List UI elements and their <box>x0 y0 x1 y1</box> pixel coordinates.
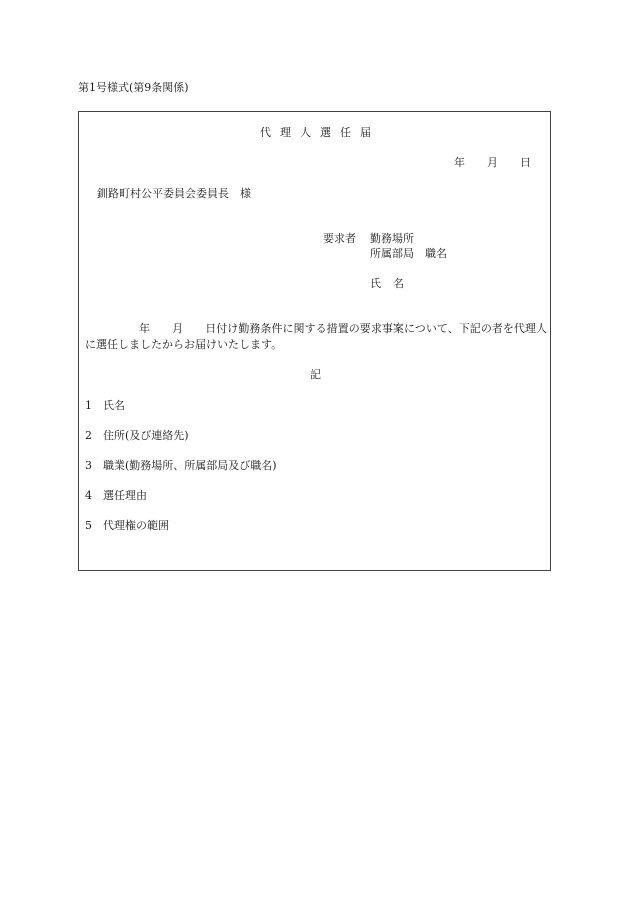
item-number: 4 <box>85 489 92 502</box>
list-item <box>85 489 147 503</box>
requester-department-title: 所属部局 職名 <box>370 247 447 260</box>
document-title: 代理人選任届 <box>260 126 380 139</box>
requester-workplace: 勤務場所 <box>370 232 414 245</box>
body-year-label: 年 <box>139 322 151 335</box>
list-item <box>85 459 277 473</box>
requester-name: 氏名 <box>370 277 416 290</box>
item-text: 住所(及び連絡先) <box>103 429 189 442</box>
item-text: 選任理由 <box>103 489 147 502</box>
date-month-label: 月 <box>487 156 498 169</box>
item-text: 代理権の範囲 <box>103 519 169 532</box>
body-paragraph <box>85 321 547 353</box>
requester-label: 要求者 <box>323 232 356 245</box>
item-number: 3 <box>85 459 92 472</box>
ki-heading: 記 <box>310 368 321 381</box>
item-text: 職業(勤務場所、所属部局及び職名) <box>103 459 277 472</box>
body-text: 日付け勤務条件に関する措置の要求事案について、下記の者を代理人に選任しましたからお届けいたします。 <box>85 322 548 351</box>
item-number: 5 <box>85 519 92 532</box>
form-number-label: 第1号様式(第9条関係) <box>78 81 189 94</box>
list-item <box>85 399 125 413</box>
item-number: 1 <box>85 399 92 412</box>
item-text: 氏名 <box>103 399 125 412</box>
body-month-label: 月 <box>172 322 184 335</box>
date-year-label: 年 <box>454 156 465 169</box>
item-number: 2 <box>85 429 92 442</box>
addressee: 釧路町村公平委員会委員長 様 <box>97 187 251 200</box>
list-item <box>85 429 189 443</box>
date-day-label: 日 <box>520 156 531 169</box>
form-box <box>78 111 551 571</box>
date-row <box>454 156 531 170</box>
list-item <box>85 519 169 533</box>
